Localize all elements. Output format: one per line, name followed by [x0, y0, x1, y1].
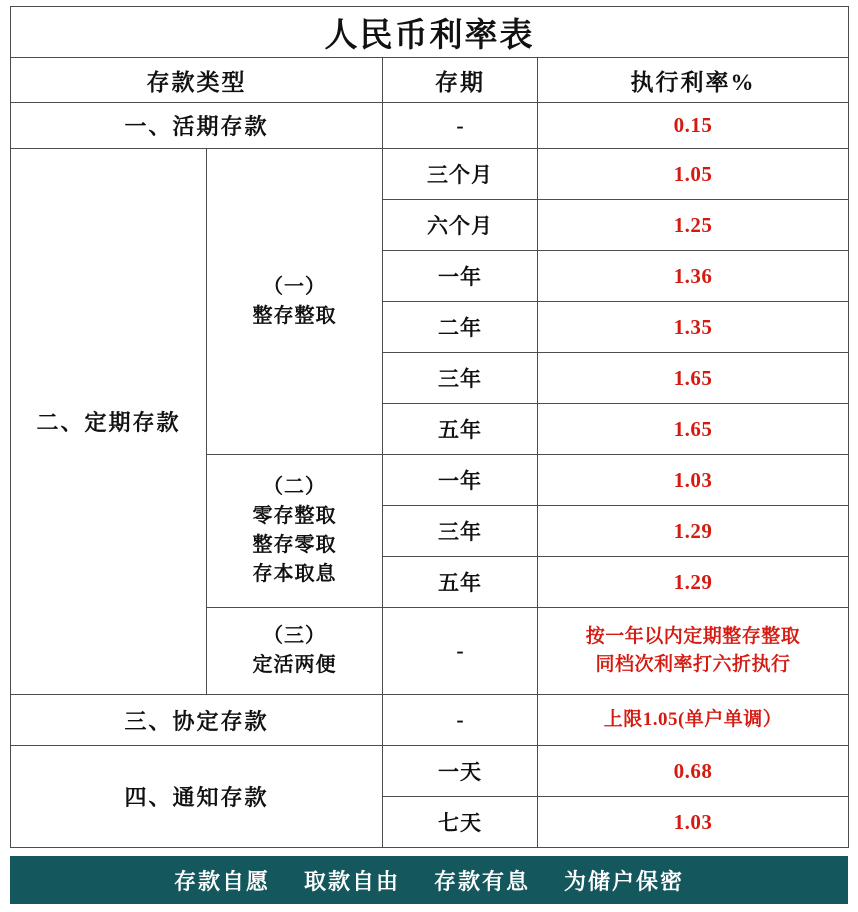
rate-five-years-installment: 1.29: [538, 557, 849, 608]
subcategory-flexible-name: 定活两便: [252, 654, 337, 676]
term-agreement-deposit: -: [383, 695, 538, 746]
term-one-year-installment: 一年: [383, 455, 538, 506]
subcategory-installment-index: （二）: [263, 476, 326, 498]
table-row: [11, 103, 849, 149]
rate-flexible: [538, 608, 849, 695]
subcategory-lump-sum-name: 整存整取: [252, 304, 337, 327]
term-one-day: 一天: [383, 746, 538, 797]
term-one-year-lump: 一年: [383, 251, 538, 302]
column-header-term: 存期: [383, 58, 538, 103]
footer-slogan-3: 存款有息: [434, 868, 531, 894]
subcategory-flexible-index: （三）: [263, 625, 326, 647]
term-six-months: 六个月: [383, 200, 538, 251]
rate-one-day: 0.68: [538, 746, 849, 797]
term-three-years-lump: 三年: [383, 353, 538, 404]
term-five-years-lump: 五年: [383, 404, 538, 455]
rate-seven-days: 1.03: [538, 797, 849, 848]
table-row: [11, 746, 849, 797]
footer-slogan-4: 为储户保密: [564, 868, 685, 894]
term-five-years-installment: 五年: [383, 557, 538, 608]
term-demand-deposit: -: [383, 103, 538, 149]
rate-agreement-deposit: 上限1.05(单户单调）: [538, 695, 849, 746]
subcategory-installment-name-3: 存本取息: [252, 563, 337, 585]
rate-five-years-lump: 1.65: [538, 404, 849, 455]
footer-slogan-1: 存款自愿: [173, 868, 270, 894]
rate-flexible-line-1: 按一年以内定期整存整取: [585, 625, 801, 647]
subcategory-lump-sum: [207, 149, 383, 455]
term-three-years-installment: 三年: [383, 506, 538, 557]
column-header-deposit-type: 存款类型: [11, 58, 383, 103]
rate-three-years-lump: 1.65: [538, 353, 849, 404]
rate-three-years-installment: 1.29: [538, 506, 849, 557]
rate-two-years-lump: 1.35: [538, 302, 849, 353]
rate-one-year-installment: 1.03: [538, 455, 849, 506]
category-fixed-deposit: 二、定期存款: [11, 149, 207, 695]
table-row: [11, 695, 849, 746]
rate-six-months: 1.25: [538, 200, 849, 251]
rate-flexible-line-2: 同档次利率打六折执行: [595, 654, 791, 675]
term-two-years-lump: 二年: [383, 302, 538, 353]
subcategory-flexible: [207, 608, 383, 695]
interest-rate-table: [10, 6, 849, 848]
rate-demand-deposit: 0.15: [538, 103, 849, 149]
category-agreement-deposit: 三、协定存款: [11, 695, 383, 746]
page-title: 人民币利率表: [11, 7, 849, 58]
term-three-months: 三个月: [383, 149, 538, 200]
term-seven-days: 七天: [383, 797, 538, 848]
table-row: [11, 149, 849, 200]
subcategory-installment: [207, 455, 383, 608]
column-header-rate: 执行利率%: [538, 58, 849, 103]
table-header-row: [11, 58, 849, 103]
category-notice-deposit: 四、通知存款: [11, 746, 383, 848]
rate-three-months: 1.05: [538, 149, 849, 200]
subcategory-installment-name-1: 零存整取: [252, 505, 337, 527]
term-flexible: -: [383, 608, 538, 695]
category-demand-deposit: 一、活期存款: [11, 103, 383, 149]
footer-slogan-2: 取款自由: [303, 868, 400, 894]
footer-slogan-bar: [10, 856, 848, 904]
subcategory-lump-sum-index: （一）: [263, 275, 326, 298]
table-title-row: [11, 7, 849, 58]
rate-one-year-lump: 1.36: [538, 251, 849, 302]
subcategory-installment-name-2: 整存零取: [252, 534, 337, 556]
